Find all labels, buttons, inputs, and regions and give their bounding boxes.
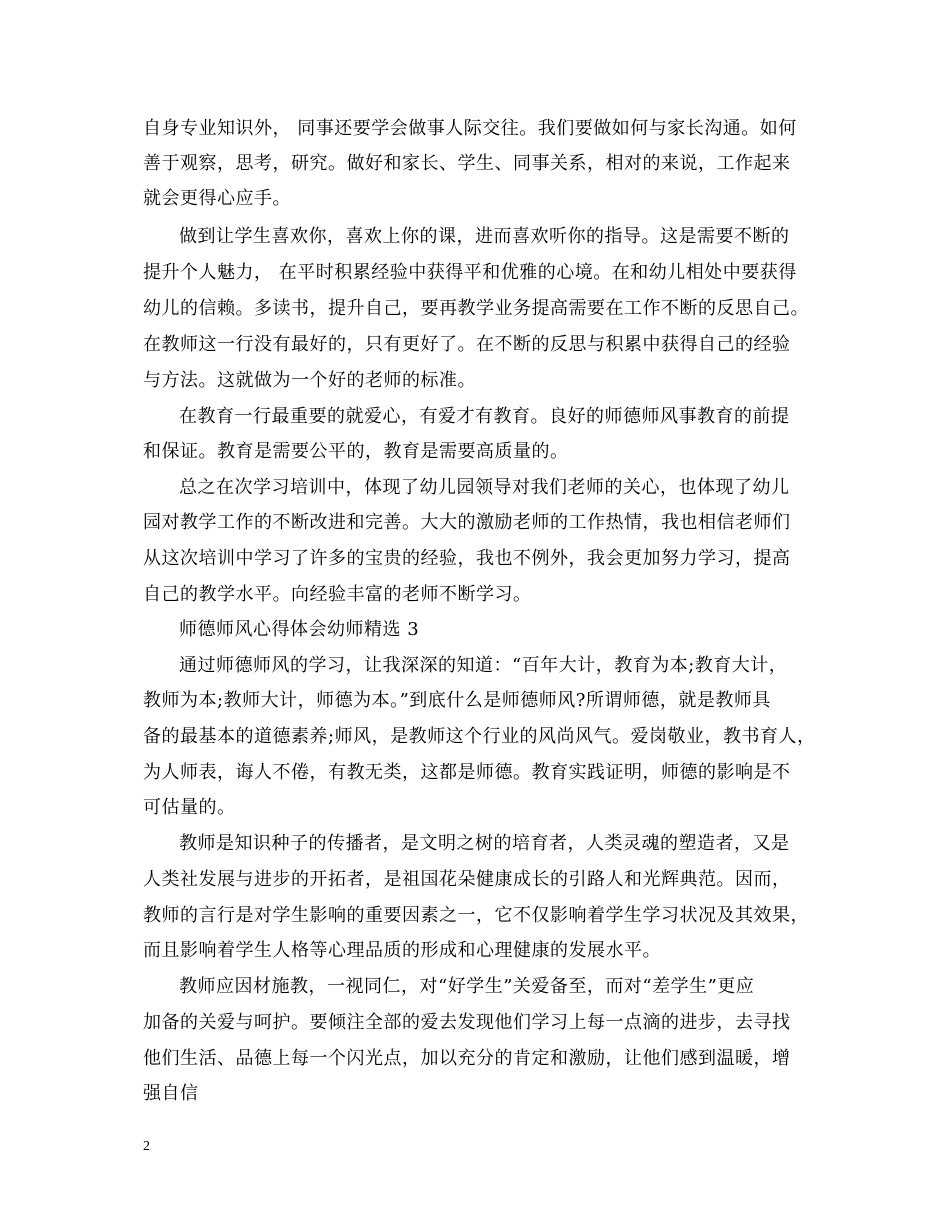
text-line: 教师是知识种子的传播者，是文明之树的培育者，人类灵魂的塑造者，又是	[179, 833, 790, 854]
text-line: 在教育一行最重要的就爱心，有爱才有教育。良好的师德师风事教育的前提	[179, 406, 790, 427]
text-line: 强自信	[143, 1083, 199, 1104]
text-line: 加备的关爱与呵护。要倾注全部的爱去发现他们学习上每一点滴的进步，去寻找	[143, 1012, 791, 1033]
text-line: 与方法。这就做为一个好的老师的标准。	[143, 370, 476, 391]
text-line: 从这次培训中学习了许多的宝贵的经验，我也不例外，我会更加努力学习，提高	[143, 548, 791, 569]
text-line: 通过师德师风的学习，让我深深的知道：“百年大计，教育为本;教育大计，	[179, 655, 788, 676]
section-heading: 师德师风心得体会幼师精选 3	[179, 619, 420, 640]
text-line: 人类社发展与进步的开拓者，是祖国花朵健康成长的引路人和光辉典范。因而，	[143, 869, 791, 890]
text-line: 为人师表，诲人不倦，有教无类，这都是师德。教育实践证明，师德的影响是不	[143, 762, 791, 783]
text-line: 可估量的。	[143, 797, 236, 818]
text-line: 自己的教学水平。向经验丰富的老师不断学习。	[143, 584, 532, 605]
text-line: 园对教学工作的不断改进和完善。大大的激励老师的工作热情，我也相信老师们	[143, 512, 791, 533]
text-line: 教师应因材施教，一视同仁，对“好学生”关爱备至，而对“差学生”更应	[179, 976, 755, 997]
text-line: 他们生活、品德上每一个闪光点，加以充分的肯定和激励，让他们感到温暖，增	[143, 1048, 791, 1069]
text-line: 而且影响着学生人格等心理品质的形成和心理健康的发展水平。	[143, 940, 661, 961]
text-line: 善于观察，思考，研究。做好和家长、学生、同事关系，相对的来说，工作起来	[143, 153, 791, 174]
text-line: 教师为本;教师大计，师德为本。”到底什么是师德师风?所谓师德，就是教师具	[143, 690, 771, 711]
text-line: 幼儿的信赖。多读书，提升自己，要再教学业务提高需要在工作不断的反思自己。	[143, 298, 809, 319]
text-line: 在教师这一行没有最好的，只有更好了。在不断的反思与积累中获得自己的经验	[143, 334, 791, 355]
text-line: 和保证。教育是需要公平的，教育是需要高质量的。	[143, 441, 569, 462]
text-line: 自身专业知识外， 同事还要学会做事人际交往。我们要做如何与家长沟通。如何	[143, 118, 797, 139]
text-line: 做到让学生喜欢你，喜欢上你的课，进而喜欢听你的指导。这是需要不断的	[179, 226, 790, 247]
text-line: 提升个人魅力， 在平时积累经验中获得平和优雅的心境。在和幼儿相处中要获得	[143, 262, 797, 283]
text-line: 总之在次学习培训中，体现了幼儿园领导对我们老师的关心，也体现了幼儿	[179, 477, 790, 498]
text-line: 就会更得心应手。	[143, 188, 291, 209]
page-number: 2	[143, 1139, 150, 1154]
text-line: 教师的言行是对学生影响的重要因素之一，它不仅影响着学生学习状况及其效果，	[143, 905, 809, 926]
text-line: 备的最基本的道德素养;师风，是教师这个行业的风尚风气。爱岗敬业，教书育人，	[143, 726, 816, 747]
